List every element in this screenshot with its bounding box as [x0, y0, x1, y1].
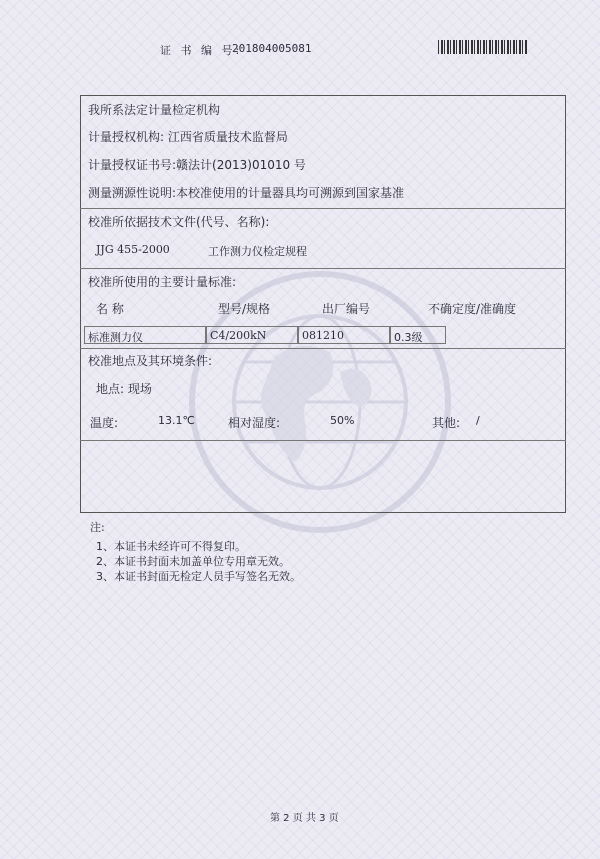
basis-name: 工作测力仪检定规程: [208, 245, 307, 258]
note-item: 1、本证书未经许可不得复印。: [96, 540, 246, 553]
env-heading: 校准地点及其环境条件:: [88, 354, 213, 368]
barcode: [438, 40, 528, 54]
traceability-note: 测量溯源性说明:本校准使用的计量器具均可溯源到国家基准: [88, 186, 405, 200]
humidity-value: 50%: [330, 414, 355, 427]
temp-label: 温度:: [90, 416, 119, 430]
col-name: 名 称: [96, 302, 124, 316]
basis-heading: 校准所依据技术文件(代号、名称):: [88, 215, 270, 229]
humidity-label: 相对湿度:: [228, 416, 281, 430]
notes-title: 注:: [90, 521, 105, 534]
note-item: 2、本证书封面未加盖单位专用章无效。: [96, 555, 290, 568]
std-accuracy: 0.3级: [394, 331, 423, 344]
institution-title: 我所系法定计量检定机构: [88, 103, 221, 117]
cert-number-label: 证 书 编 号:: [160, 44, 243, 57]
col-uncertainty: 不确定度/准确度: [428, 302, 517, 316]
col-model: 型号/规格: [218, 302, 271, 316]
std-serial: 081210: [302, 329, 344, 342]
other-value: /: [476, 414, 480, 427]
std-model: C4/200kN: [210, 329, 267, 342]
temp-value: 13.1℃: [158, 414, 195, 427]
divider: [80, 268, 566, 269]
divider: [80, 208, 566, 209]
cert-number-value: 201804005081: [232, 42, 312, 55]
standards-heading: 校准所使用的主要计量标准:: [88, 275, 237, 289]
basis-code: JJG 455-2000: [96, 243, 170, 256]
divider: [80, 348, 566, 349]
authorizer: 计量授权机构: 江西省质量技术监督局: [88, 130, 288, 144]
note-item: 3、本证书封面无检定人员手写签名无效。: [96, 570, 301, 583]
col-serial: 出厂编号: [322, 302, 371, 316]
authorization-cert-no: 计量授权证书号:赣法计(2013)01010 号: [88, 158, 306, 172]
location: 地点: 现场: [96, 382, 152, 396]
std-name: 标准测力仪: [88, 331, 143, 344]
other-label: 其他:: [432, 416, 461, 430]
page-number: 第 2 页 共 3 页: [270, 813, 339, 824]
divider: [80, 440, 566, 441]
